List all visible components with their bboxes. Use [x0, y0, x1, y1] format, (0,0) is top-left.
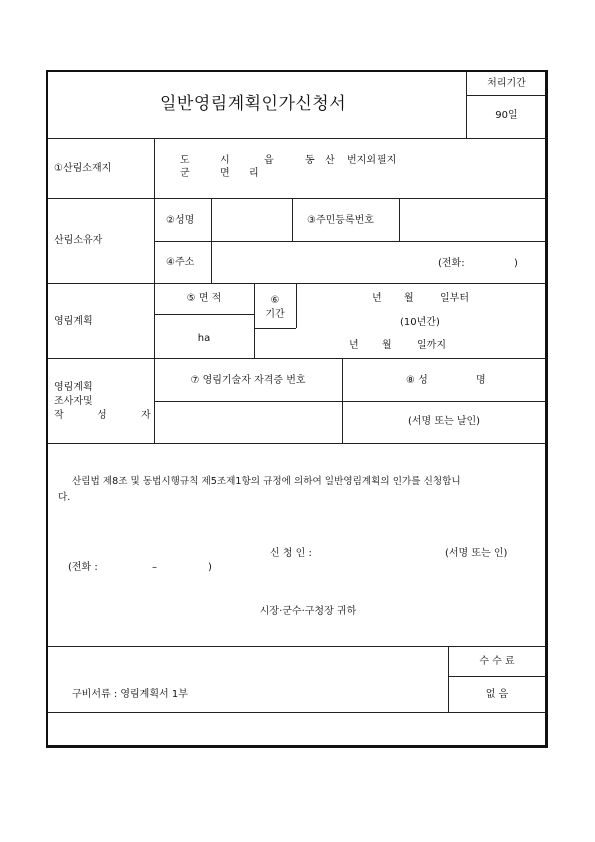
location-word: 리 — [249, 168, 259, 179]
period-from-month: 월 — [404, 293, 414, 304]
address-phone-label: (전화: — [438, 258, 465, 269]
license-number-label: ⑦ 영림기술자 자격증 번호 — [190, 375, 306, 386]
investigator-name-prefix: ⑧ 성 — [406, 375, 428, 386]
period-duration: (10년간) — [400, 317, 440, 328]
investigator-signature-label: (서명 또는 날인) — [407, 416, 481, 427]
divider — [48, 283, 546, 284]
location-word: 읍 — [264, 155, 274, 166]
attachments-label: 구비서류 : 영림계획서 1부 — [72, 689, 188, 700]
divider — [154, 138, 155, 443]
divider — [48, 443, 546, 444]
area-unit: ha — [197, 333, 211, 344]
divider — [292, 198, 293, 241]
divider — [48, 358, 546, 359]
applicant-label: 신 청 인 : — [270, 548, 312, 559]
owner-label: 산림소유자 — [54, 235, 103, 246]
divider — [48, 198, 546, 199]
divider — [399, 198, 400, 241]
divider — [154, 241, 546, 242]
investigator-label-2: 조사자및 — [54, 396, 93, 407]
page-title: 일반영림계획인가신청서 — [160, 94, 347, 114]
address-label: ④주소 — [166, 257, 195, 268]
processing-period-value: 90일 — [495, 110, 518, 121]
investigator-label-1: 영림계획 — [54, 382, 93, 393]
period-to-month: 월 — [382, 340, 392, 351]
divider — [448, 676, 546, 677]
addressee: 시장·군수·구청장 귀하 — [259, 606, 357, 617]
processing-period-label: 처리기간 — [487, 78, 526, 89]
period-label-text: 기간 — [265, 309, 285, 320]
address-phone-close: ) — [514, 258, 518, 269]
investigator-name-suffix: 명 — [476, 375, 486, 386]
location-word: 군 — [180, 168, 190, 179]
location-word: 필지 — [377, 155, 397, 166]
location-word: 산 — [325, 155, 335, 166]
applicant-phone-dash: – — [152, 562, 157, 573]
period-label-number: ⑥ — [270, 295, 280, 306]
period-to-year: 년 — [349, 340, 359, 351]
fee-label: 수 수 료 — [479, 656, 515, 667]
applicant-phone-close: ) — [208, 562, 212, 573]
location-word: 번지외 — [347, 155, 376, 166]
investigator-label-char: 성 — [97, 410, 107, 421]
registration-number-label: ③주민등록번호 — [307, 215, 374, 226]
divider — [48, 712, 546, 713]
fee-value: 없 음 — [485, 689, 509, 700]
period-from-day: 일부터 — [440, 293, 469, 304]
divider — [154, 401, 546, 402]
divider — [467, 95, 546, 96]
divider — [296, 283, 297, 328]
period-from-year: 년 — [372, 293, 382, 304]
location-word: 동 — [305, 155, 315, 166]
divider — [48, 646, 546, 647]
location-word: 시 — [220, 155, 230, 166]
plan-label: 영림계획 — [54, 316, 93, 327]
name-label: ②성명 — [166, 215, 195, 226]
location-label: ①산림소재지 — [54, 163, 112, 174]
period-to-day: 일까지 — [417, 340, 446, 351]
divider — [48, 138, 546, 139]
divider — [154, 314, 254, 315]
applicant-signature-label: (서명 또는 인) — [445, 548, 508, 559]
statement-line-2: 다. — [58, 492, 71, 503]
divider — [342, 358, 343, 443]
area-label: ⑤ 면 적 — [186, 293, 222, 304]
applicant-phone-label: (전화 : — [68, 562, 98, 573]
divider — [254, 328, 296, 329]
divider — [211, 198, 212, 283]
location-word: 면 — [220, 168, 230, 179]
statement-line-1: 산림법 제8조 및 동법시행규칙 제5조제1항의 규정에 의하여 일반영림계획의 인가를 신청합니 — [72, 476, 461, 487]
location-word: 도 — [180, 155, 190, 166]
investigator-label-char: 작 — [54, 410, 64, 421]
investigator-label-char: 자 — [141, 410, 151, 421]
